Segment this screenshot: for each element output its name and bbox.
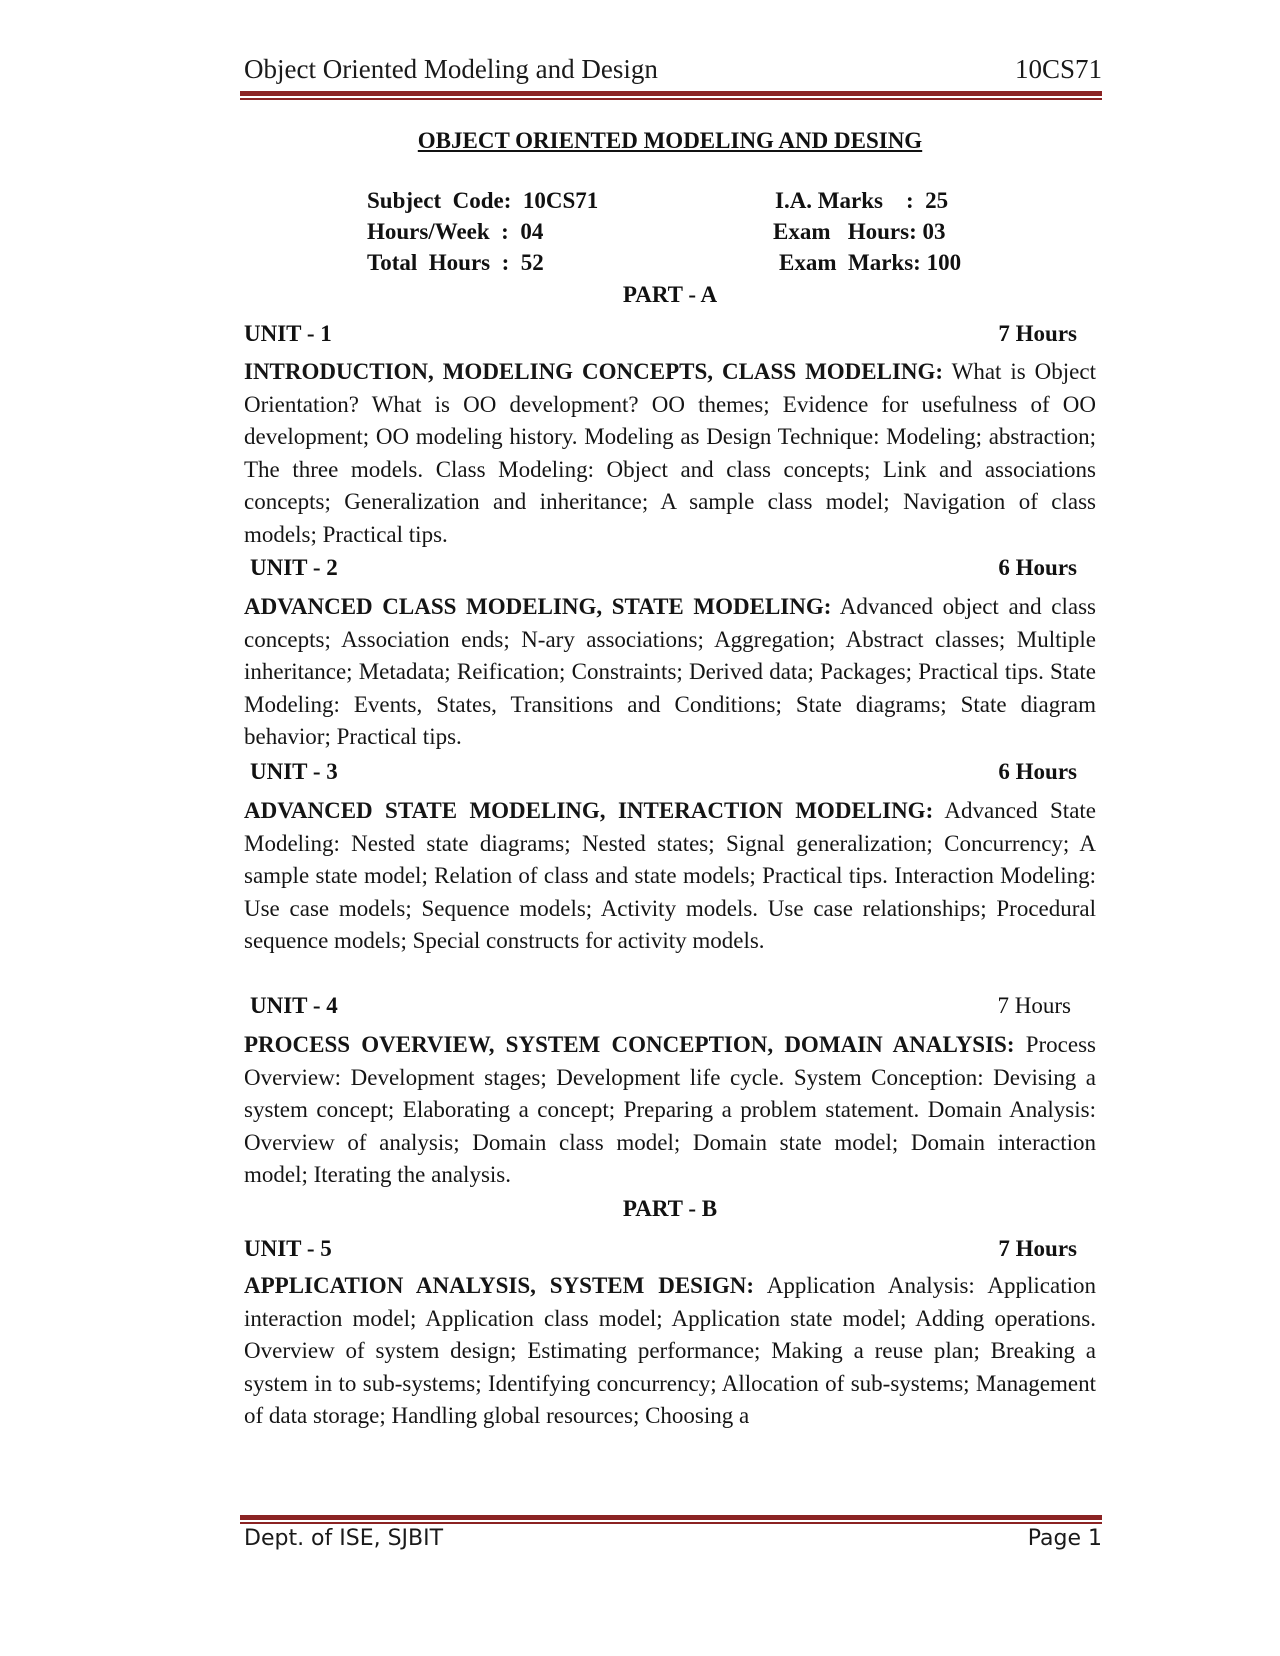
page-header [244,54,1102,94]
document-title: OBJECT ORIENTED MODELING AND DESING [417,128,923,153]
unit-2-description [244,591,1096,754]
page-number: Page 1 [1027,1526,1102,1551]
unit-5-label: UNIT - 5 [244,1236,332,1261]
total-hours: Total Hours : 52 [367,250,544,275]
header-rule [240,91,1102,99]
part-b-heading: PART - B [622,1196,718,1221]
unit-2-body: Advanced object and class concepts; Association ends; N-ary associations; Aggregation; Abstract classes; Multiple inheritance; Metadata; Reification; Constraints; Derived data; Packages; Practical tips. State Modeling: Events, States, Transitions and Conditions; State diagrams; State diagram behavior; Practical tips. [244,594,1096,750]
exam-hours: Exam Hours: 03 [773,219,946,244]
header-course-code: 10CS71 [1014,54,1102,84]
header-rule-thin [240,98,1102,100]
part-a-heading: PART - A [622,282,718,307]
header-course-title: Object Oriented Modeling and Design [244,54,658,84]
page-footer [244,1526,1102,1562]
unit-4-label: UNIT - 4 [250,993,338,1018]
unit-5-body: Application Analysis: Application interaction model; Application class model; Application state model; Adding operations. Overview of system design; Estimating performance; Making a reuse plan; Breaking a system in to sub-systems; Identifying concurrency; Allocation of sub-systems; Management of data storage; Handling global resources; Choosing a [244,1273,1096,1429]
footer-rule [240,1515,1102,1524]
unit-3-hours: 6 Hours [998,759,1077,784]
subject-code: Subject Code: 10CS71 [367,188,599,213]
unit-3-header [244,759,1077,791]
unit-4-description [244,1029,1096,1192]
ia-marks: I.A. Marks : 25 [775,188,949,213]
unit-1-hours: 7 Hours [998,321,1077,346]
unit-5-heading: APPLICATION ANALYSIS, SYSTEM DESIGN: [244,1273,755,1298]
unit-2-heading: ADVANCED CLASS MODELING, STATE MODELING: [244,594,832,619]
unit-4-heading: PROCESS OVERVIEW, SYSTEM CONCEPTION, DOMAIN ANALYSIS: [244,1032,1015,1057]
unit-1-label: UNIT - 1 [244,321,332,346]
footer-department: Dept. of ISE, SJBIT [244,1526,444,1551]
header-rule-thick [240,91,1102,96]
footer-rule-thin [240,1522,1102,1524]
unit-2-label: UNIT - 2 [250,555,338,580]
exam-marks: Exam Marks: 100 [779,250,962,275]
unit-3-body: Advanced State Modeling: Nested state diagrams; Nested states; Signal generalization; Concurrency; A sample state model; Relation of class and state models; Practical tips. Interaction Modeling: Use case models; Sequence models; Activity models. Use case relationships; Procedural sequence models; Special constructs for activity models. [244,798,1097,954]
unit-4-body: Process Overview: Development stages; Development life cycle. System Conception: Devising a system concept; Elaborating a concept; Preparing a problem statement. Domain Analysis: Overview of analysis; Domain class model; Domain state model; Domain interaction model; Iterating the analysis. [244,1032,1096,1188]
unit-1-header [244,321,1077,353]
unit-3-label: UNIT - 3 [250,759,338,784]
unit-1-body: What is Object Orientation? What is OO development? OO themes; Evidence for usefulness of OO development; OO modeling history. Modeling as Design Technique: Modeling; abstraction; The three models. Class Modeling: Object and class concepts; Link and associations concepts; Generalization and inheritance; A sample class model; Navigation of class models; Practical tips. [244,359,1096,547]
unit-4-header [244,993,1077,1025]
unit-5-header [244,1236,1077,1268]
unit-3-description [244,795,1096,958]
unit-5-description [244,1270,1096,1433]
hours-per-week: Hours/Week : 04 [367,219,544,244]
unit-1-heading: INTRODUCTION, MODELING CONCEPTS, CLASS MODELING: [244,359,944,384]
unit-4-hours: 7 Hours [997,993,1071,1018]
unit-2-header [244,555,1077,587]
unit-3-heading: ADVANCED STATE MODELING, INTERACTION MODELING: [244,798,934,823]
unit-1-description [244,356,1096,552]
unit-5-hours: 7 Hours [998,1236,1077,1261]
unit-2-hours: 6 Hours [998,555,1077,580]
footer-rule-thick [240,1515,1102,1520]
